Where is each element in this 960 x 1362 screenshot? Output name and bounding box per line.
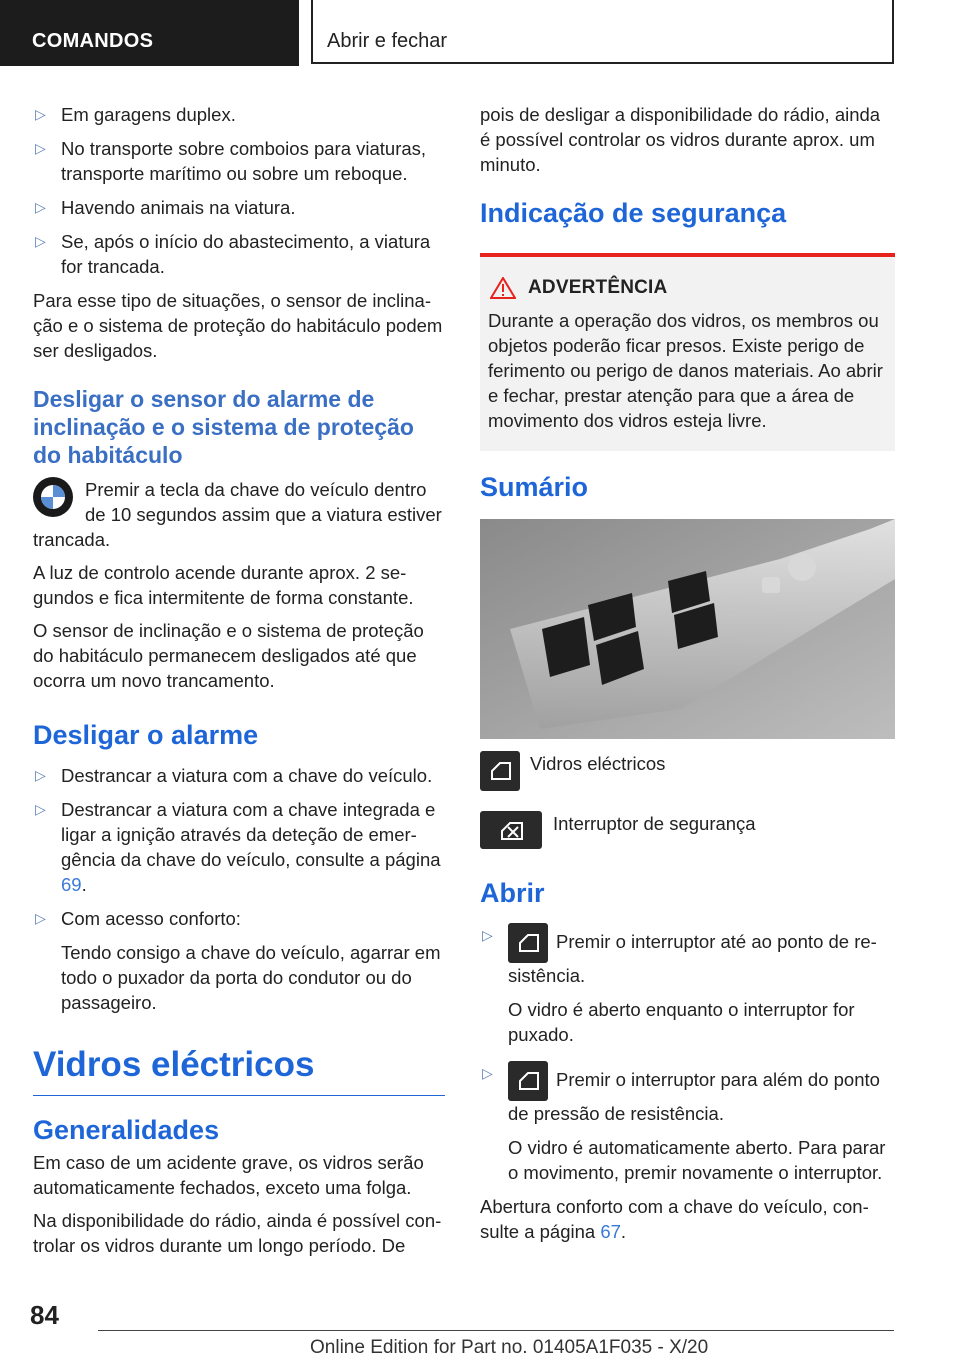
window-switch-icon xyxy=(508,923,548,963)
list-item-detail: O vidro é aberto enquanto o interruptor for puxado. xyxy=(508,999,855,1045)
bullet-triangle-icon: ▷ xyxy=(35,233,46,249)
left-column xyxy=(33,102,445,1266)
edition-note: Online Edition for Part no. 01405A1F035 - X/20 xyxy=(310,1337,709,1358)
legend-label: Vidros eléctricos xyxy=(530,753,666,774)
list-item-detail: O vidro é automaticamente aberto. Para parar o movimento, premir novamente o interruptor. xyxy=(508,1137,886,1183)
window-switch-photo xyxy=(480,519,895,739)
window-switch-icon xyxy=(508,1061,548,1101)
paragraph: Na disponibilidade do rádio, ainda é possível controlar os vidros durante um longo período. De xyxy=(33,1210,442,1256)
page-link[interactable]: 67 xyxy=(600,1221,621,1242)
section-tab xyxy=(0,0,299,66)
page-link[interactable]: 69 xyxy=(61,874,82,895)
paragraph: Para esse tipo de situações, o sensor de inclinação e o sistema de proteção do habitáculo podem ser desligados. xyxy=(33,290,443,361)
heading-general: Generalidades xyxy=(33,1115,220,1145)
chapter-tab xyxy=(311,0,894,64)
paragraph: Abertura conforto com a chave do veículo, consulte a página 67. xyxy=(480,1196,869,1242)
warning-title: ADVERTÊNCIA xyxy=(528,277,668,298)
paragraph: A luz de controlo acende durante aprox. 2 segundos e fica intermitente de forma constante. xyxy=(33,562,414,608)
list-item: ▷ Havendo animais na viatura. xyxy=(35,197,296,218)
bullet-triangle-icon: ▷ xyxy=(482,1065,493,1081)
bullet-triangle-icon: ▷ xyxy=(35,140,46,156)
bullet-triangle-icon: ▷ xyxy=(482,927,493,943)
heading-power-windows: Vidros eléctricos xyxy=(33,1045,315,1084)
page-number: 84 xyxy=(30,1300,59,1330)
heading-open: Abrir xyxy=(480,878,545,908)
list-item: ▷ Em garagens duplex. xyxy=(35,104,236,125)
window-switch-icon xyxy=(480,751,520,791)
safety-switch-icon xyxy=(480,811,542,849)
legend-power-windows xyxy=(480,751,895,801)
heading-overview: Sumário xyxy=(480,472,589,502)
footer-divider xyxy=(98,1330,894,1331)
right-column xyxy=(480,102,895,1252)
paragraph: O sensor de inclinação e o sistema de proteção do habitáculo permanecem desligados até que ocorra um novo trancamento. xyxy=(33,620,424,691)
section-divider xyxy=(33,1095,445,1096)
warning-text: Durante a operação dos vidros, os membros ou objetos poderão ficar presos. Existe perigo de ferimento ou perigo de danos materiais. Ao abrir e fechar, prestar atenção para que a área de movimento dos vidros esteja livre. xyxy=(488,310,883,431)
warning-triangle-icon xyxy=(490,277,516,299)
paragraph: Premir a tecla da chave do veículo dentro de 10 segundos assim que a viatura estiver trancada. xyxy=(33,479,442,550)
paragraph: Em caso de um acidente grave, os vidros serão automaticamente fechados, exceto uma folga. xyxy=(33,1152,424,1198)
bullet-triangle-icon: ▷ xyxy=(35,767,46,783)
list-item: ▷ Destrancar a viatura com a chave integrada e ligar a ignição através da deteção de emergência da chave do veículo, consulte a página 69. xyxy=(35,799,441,895)
list-item: ▷ Premir o interruptor até ao ponto de resistência. xyxy=(480,923,895,988)
bullet-triangle-icon: ▷ xyxy=(35,106,46,122)
section-title: COMANDOS xyxy=(32,30,154,52)
bullet-triangle-icon: ▷ xyxy=(35,801,46,817)
warning-box xyxy=(480,253,895,451)
heading-disable-alarm: Desligar o alarme xyxy=(33,720,259,750)
legend-safety-switch xyxy=(480,811,895,867)
chapter-title: Abrir e fechar xyxy=(327,30,448,52)
bullet-triangle-icon: ▷ xyxy=(35,910,46,926)
list-item-detail: Tendo consigo a chave do veículo, agarrar em todo o puxador da porta do condutor ou do passageiro. xyxy=(61,942,441,1013)
list-item: ▷ Premir o interruptor para além do ponto de pressão de resistência. xyxy=(480,1061,895,1126)
list-item: ▷ Se, após o início do abastecimento, a viatura for trancada. xyxy=(35,231,431,277)
list-item: ▷ Com acesso conforto: xyxy=(35,908,241,929)
bmw-key-logo-icon xyxy=(33,477,73,517)
legend-label: Interruptor de segurança xyxy=(553,813,756,834)
heading-safety-note: Indicação de segurança xyxy=(480,198,787,228)
list-item: ▷ Destrancar a viatura com a chave do veículo. xyxy=(35,765,433,786)
paragraph: pois de desligar a disponibilidade do rádio, ainda é possível controlar os vidros durante aprox. um minuto. xyxy=(480,104,881,175)
list-item: ▷ No transporte sobre comboios para viaturas, transporte marítimo ou sobre um reboque. xyxy=(35,138,427,184)
heading-disable-sensor: Desligar o sensor do alarme de inclinação e o sistema de proteção do habitáculo xyxy=(33,386,414,468)
bullet-triangle-icon: ▷ xyxy=(35,199,46,215)
